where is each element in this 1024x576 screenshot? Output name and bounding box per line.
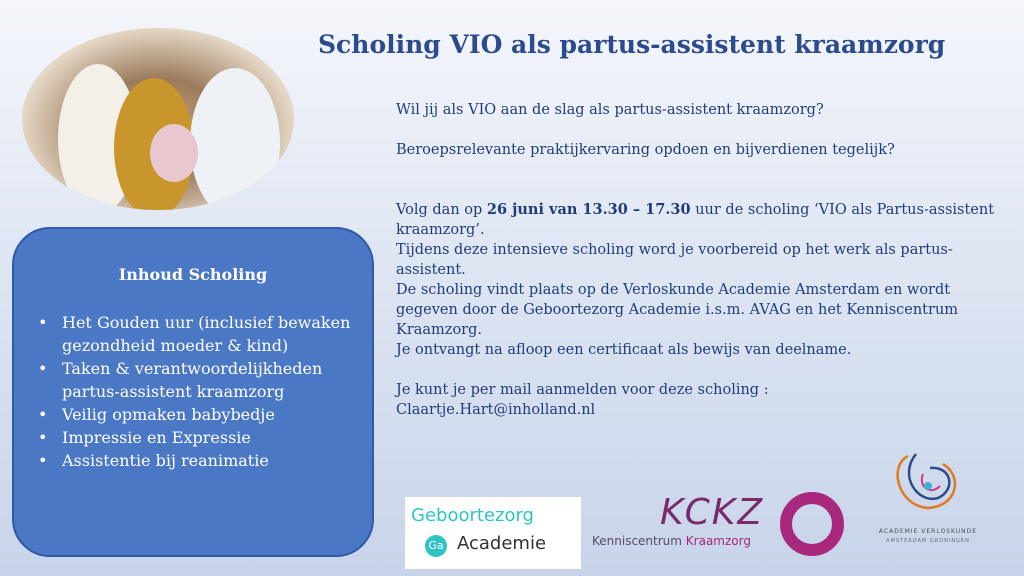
intro-question-2: Beroepsrelevante praktijkervaring opdoen en bijverdienen tegelijk? — [396, 142, 895, 158]
content-box — [12, 227, 374, 557]
details-line-2: Tijdens deze intensieve scholing word je voorbereid op het werk als partus-assistent. — [396, 242, 953, 278]
verloskunde-cities: AMSTERDAM GRONINGEN — [886, 538, 970, 544]
details-line-1 — [396, 200, 996, 240]
hero-photo — [22, 28, 294, 210]
content-list — [38, 311, 358, 472]
content-box-heading: Inhoud Scholing — [118, 265, 268, 284]
list-item: • Taken & verantwoordelijkheden partus-assistent kraamzorg — [38, 357, 358, 403]
geboortezorg-logo-text: Geboortezorg — [411, 505, 534, 526]
intro-question-1: Wil jij als VIO aan de slag als partus-assistent kraamzorg? — [396, 102, 824, 118]
details-suffix: uur de scholing ‘VIO als Partus-assistent kraamzorg’. — [396, 202, 995, 238]
list-item: • Assistentie bij reanimatie — [38, 449, 358, 472]
verloskunde-name: ACADEMIE VERLOSKUNDE — [878, 528, 978, 535]
details-prefix: Volg dan op — [396, 202, 487, 218]
details-date: 26 juni van 13.30 – 17.30 — [486, 201, 691, 218]
academie-logo-text: Academie — [457, 533, 547, 554]
list-item: • Veilig opmaken babybedje — [38, 403, 358, 426]
verloskunde-emblem-icon — [878, 446, 978, 526]
list-item: • Impressie en Expressie — [38, 426, 358, 449]
photo-baby — [150, 124, 198, 182]
kckz-logo — [588, 490, 838, 552]
details-line-3: De scholing vindt plaats op de Verloskunde Academie Amsterdam en wordt gegeven door de Geboortezorg Academie i.s.m. AVAG en het Kenniscentrum Kraamzorg. — [396, 282, 959, 338]
ga-badge-icon: Ga — [425, 535, 447, 557]
details-line-4: Je ontvangt na afloop een certificaat als bewijs van deelname. — [396, 342, 852, 358]
kckz-subtitle — [592, 534, 751, 548]
kckz-ring-icon — [780, 492, 844, 556]
signup-text: Je kunt je per mail aanmelden voor deze scholing : — [396, 382, 769, 398]
page-title: Scholing VIO als partus-assistent kraamzorg — [318, 30, 946, 59]
signup-email[interactable]: Claartje.Hart@inholland.nl — [396, 402, 596, 418]
body-text — [396, 100, 996, 420]
geboortezorg-academie-logo — [405, 497, 581, 569]
kckz-sub-1: Kenniscentrum — [592, 534, 686, 548]
academie-verloskunde-logo — [878, 446, 978, 556]
photo-person-right — [190, 68, 280, 210]
kckz-sub-2: Kraamzorg — [685, 534, 751, 548]
list-item: • Het Gouden uur (inclusief bewaken gezondheid moeder & kind) — [38, 311, 358, 357]
kckz-mark: KCKZ — [660, 492, 765, 533]
